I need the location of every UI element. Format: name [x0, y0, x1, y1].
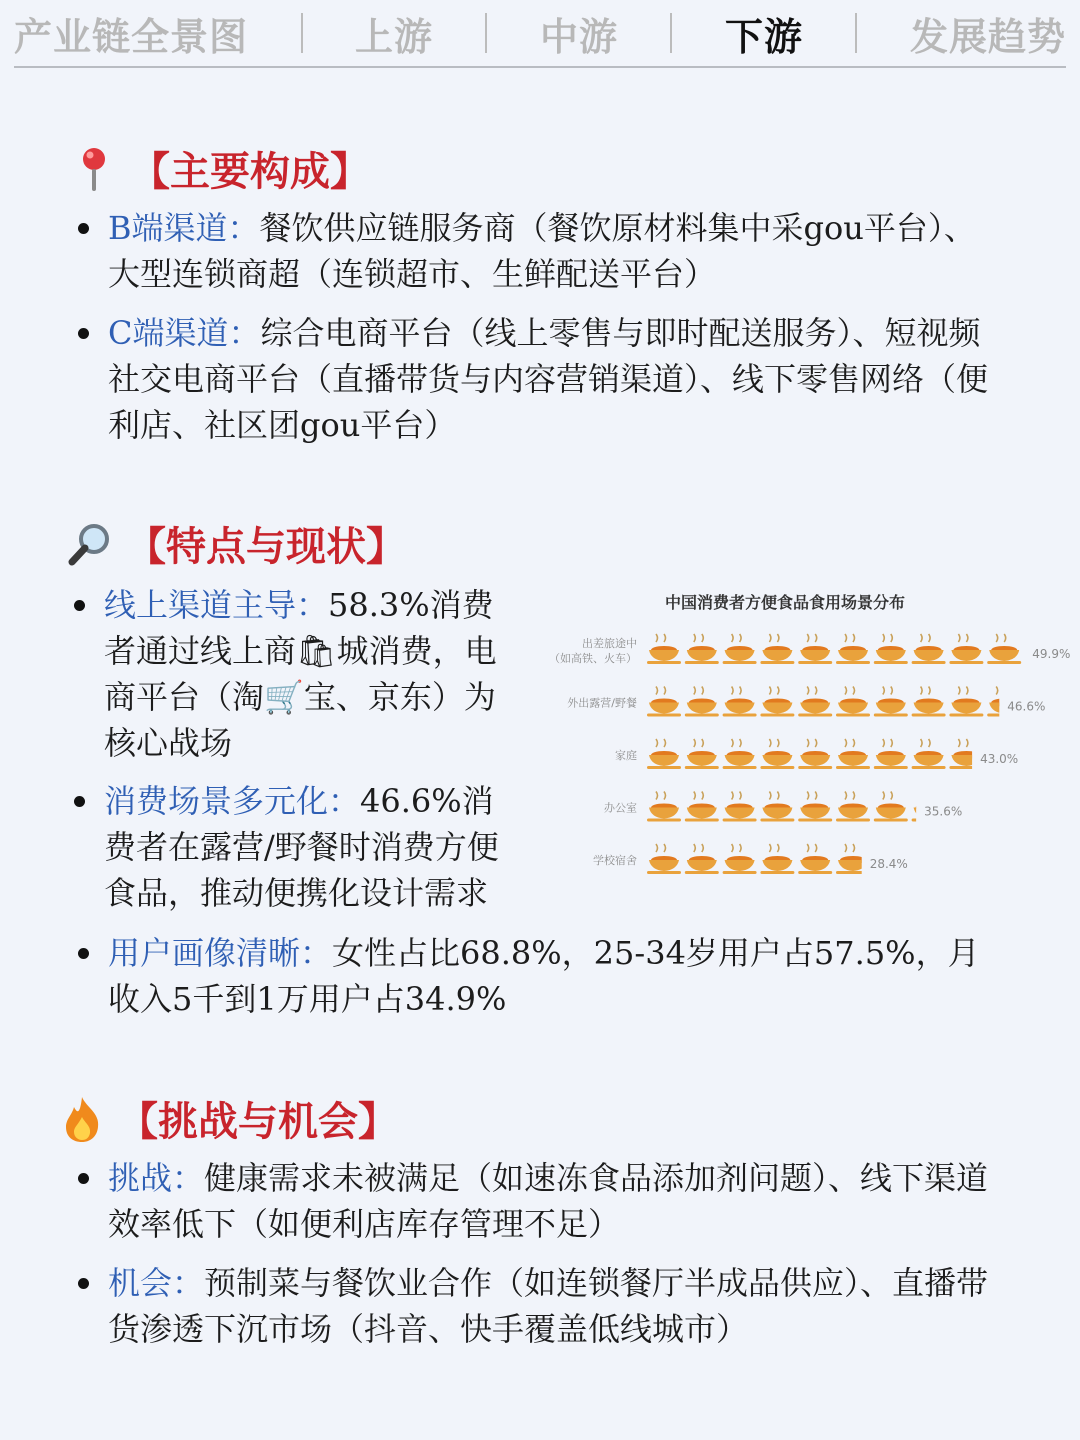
noodle-bowl-icon: [912, 739, 946, 769]
noodle-bowl-icon: [685, 634, 719, 664]
item-text: 健康需求未被满足（如速冻食品添加剂问题）、线下渠道效率低下（如便利店库存管理不足）: [108, 1159, 989, 1243]
noodle-bowl-icon: [723, 844, 757, 874]
item-text: 58.3%消费者通过线上商🛍城消费，电商平台（淘🛒宝、京东）为核心战场: [104, 586, 497, 762]
noodle-bowl-icon: [912, 687, 946, 717]
tab-divider: [855, 13, 857, 53]
noodle-bowl-icon: [874, 634, 908, 664]
item-text: 餐饮供应链服务商（餐饮原材料集中采gou平台）、大型连锁商超（连锁超市、生鲜配送平台）: [108, 209, 976, 293]
noodle-bowl-icon: [760, 739, 794, 769]
item-label: 消费场景多元化：: [104, 782, 361, 820]
tab-divider: [670, 13, 672, 53]
noodle-bowl-icon: [874, 739, 908, 769]
noodle-bowl-icon: [949, 687, 983, 717]
fire-icon: [58, 1095, 106, 1143]
section-title-text: 【特点与现状】: [126, 523, 406, 570]
noodle-bowl-icon: [836, 687, 870, 717]
noodle-bowl-icon: [798, 634, 832, 664]
noodle-bowl-icon: [647, 844, 681, 874]
noodle-bowl-icon: [647, 792, 681, 822]
noodle-bowl-icon: [647, 687, 681, 717]
item-text: 46.6%消费者在露营/野餐时消费方便食品，推动便携化设计需求: [104, 782, 499, 912]
list-item: [108, 930, 1008, 1022]
bullet-dot: [74, 600, 85, 611]
bar-value-label: 28.4%: [869, 857, 908, 871]
noodle-bowl-icon: [798, 844, 832, 874]
chart-bar: [549, 634, 1070, 665]
item-label: 挑战：: [108, 1159, 205, 1197]
bar-value-label: 35.6%: [924, 804, 963, 819]
chart-bar: [604, 792, 962, 822]
chart-title: 中国消费者方便食品食用场景分布: [664, 593, 905, 612]
tab-divider: [301, 13, 303, 53]
category-label: （如高铁、火车）: [549, 652, 637, 665]
noodle-bowl-icon: [760, 634, 794, 664]
noodle-bowl-icon: [647, 634, 681, 664]
noodle-bowl-icon: [760, 792, 794, 822]
tab-bar: [14, 0, 1066, 68]
list-item: [108, 1155, 1003, 1247]
chart-canvas: [535, 580, 1071, 900]
noodle-bowl-icon: [760, 687, 794, 717]
bullet-dot: [78, 328, 89, 339]
bar-value-label: 43.0%: [980, 752, 1019, 766]
noodle-bowl-icon: [723, 739, 757, 769]
bullet-dot: [78, 948, 89, 959]
item-text: 预制菜与餐饮业合作（如连锁餐厅半成品供应）、直播带货渗透下沉市场（抖音、快手覆盖低线城市）: [108, 1264, 989, 1348]
tab-divider: [485, 13, 487, 53]
noodle-bowl-icon: [723, 687, 757, 717]
category-label: 出差旅途中: [582, 637, 637, 650]
chart-bar: [593, 844, 908, 874]
noodle-bowl-icon: [685, 844, 719, 874]
noodle-bowl-icon: [760, 844, 794, 874]
list-item: [108, 1260, 1003, 1352]
noodle-bowl-icon: [912, 634, 946, 664]
item-text: 女性占比68.8%，25-34岁用户占57.5%，月收入5千到1万用户占34.9%: [108, 934, 980, 1018]
bar-icons: [647, 792, 946, 822]
noodle-bowl-icon: [836, 792, 870, 822]
noodle-bowl-icon: [949, 739, 983, 769]
noodle-bowl-icon: [949, 634, 983, 664]
section-title-challenges: [58, 1090, 398, 1147]
category-label: 办公室: [604, 801, 637, 815]
noodle-bowl-icon: [647, 739, 681, 769]
item-label: B端渠道：: [108, 209, 260, 247]
item-label: 线上渠道主导：: [104, 586, 329, 624]
bar-icons: [647, 739, 983, 769]
scenario-chart: [535, 580, 1071, 900]
section-title-text: 【主要构成】: [130, 148, 370, 195]
noodle-bowl-icon: [798, 687, 832, 717]
bar-icons: [647, 844, 870, 874]
noodle-bowl-icon: [836, 739, 870, 769]
chart-bar: [567, 687, 1045, 717]
list-item: [104, 582, 519, 766]
noodle-bowl-icon: [685, 687, 719, 717]
noodle-bowl-icon: [723, 634, 757, 664]
pushpin-icon: [70, 145, 118, 193]
tab-downstream[interactable]: 下游: [724, 13, 803, 59]
bar-icons: [647, 634, 1021, 664]
noodle-bowl-icon: [874, 792, 908, 822]
noodle-bowl-icon: [836, 844, 870, 874]
list-item: [104, 778, 524, 916]
category-label: 学校宿舍: [593, 854, 637, 867]
bar-value-label: 49.9%: [1032, 647, 1071, 661]
item-label: 用户画像清晰：: [108, 934, 333, 972]
item-label: C端渠道：: [108, 314, 261, 352]
noodle-bowl-icon: [836, 634, 870, 664]
bar-icons: [647, 687, 1021, 717]
list-item: [108, 310, 1008, 448]
bullet-dot: [78, 1278, 89, 1289]
magnifier-icon: [66, 520, 114, 568]
tab-upstream[interactable]: 上游: [354, 13, 433, 59]
noodle-bowl-icon: [685, 739, 719, 769]
bar-value-label: 46.6%: [1007, 699, 1046, 714]
section-title-text: 【挑战与机会】: [118, 1098, 398, 1145]
noodle-bowl-icon: [987, 634, 1021, 664]
noodle-bowl-icon: [723, 792, 757, 822]
noodle-bowl-icon: [798, 792, 832, 822]
item-label: 机会：: [108, 1264, 205, 1302]
list-item: [108, 205, 988, 297]
noodle-bowl-icon: [798, 739, 832, 769]
tab-trends[interactable]: 发展趋势: [909, 13, 1066, 59]
category-label: 家庭: [615, 749, 637, 762]
bullet-dot: [74, 796, 85, 807]
chart-bar: [615, 739, 1018, 769]
tab-midstream[interactable]: 中游: [539, 13, 618, 59]
bullet-dot: [78, 223, 89, 234]
noodle-bowl-icon: [874, 687, 908, 717]
section-title-composition: [70, 140, 370, 197]
item-text: 综合电商平台（线上零售与即时配送服务）、短视频社交电商平台（直播带货与内容营销渠道）、线下零售网络（便利店、社区团gou平台）: [108, 314, 989, 444]
section-title-status: [66, 515, 406, 572]
tab-industry-chain[interactable]: 产业链全景图: [14, 13, 249, 59]
category-label: 外出露营/野餐: [567, 696, 637, 710]
noodle-bowl-icon: [685, 792, 719, 822]
bullet-dot: [78, 1173, 89, 1184]
